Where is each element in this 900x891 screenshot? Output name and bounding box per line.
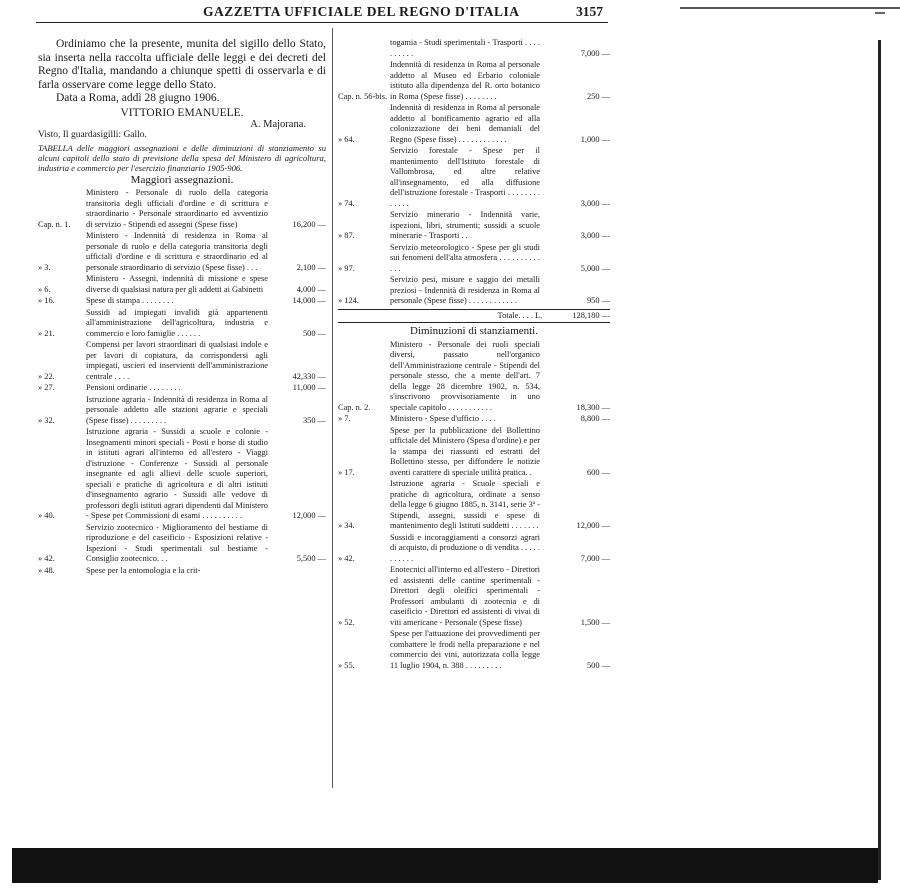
- entry-text: Spese di stampa . . . . . . . .: [86, 296, 174, 306]
- table-title: TABELLA delle maggiori assegnazioni e delle diminuzioni di stanziamento su alcuni capitoli dello stato di previsione della spesa del Ministero di agricoltura, industria e commercio per l'esercizio finanziario 1905-906.: [38, 142, 326, 174]
- entry-text: Ministero - Personale dei ruoli speciali diversi, passato nell'organico dell'Amministrazione centrale - Stipendi del personale stesso, che a mente dell'art. 7 della legge 28 dicembre 1902, n. 534, s'inscrivono provvisoriamente in uno speciale capitolo . . . . . . . . . . .: [390, 339, 540, 412]
- scan-edge-rule: [680, 7, 900, 9]
- total-amount: 128,180 —: [572, 310, 610, 320]
- chapter-number: 64.: [344, 134, 355, 144]
- chapter-label: »: [338, 231, 343, 240]
- chapter-number: 1.: [64, 219, 71, 229]
- entry-amount: 2,100 —: [296, 262, 326, 272]
- table-row: [38, 340, 326, 382]
- right-column: [338, 38, 610, 672]
- chapter-label: »: [38, 296, 43, 306]
- table-row: [338, 243, 610, 275]
- chapter-label: »: [38, 511, 43, 521]
- chapter-label: »: [38, 554, 43, 564]
- entry-amount: 5,000 —: [580, 263, 610, 273]
- entry-text: Compensi per lavori straordinari di qualsiasi indole e per lavori di copiatura, da corrispondersi agli impiegati, uscieri ed inservienti dell'amministrazione centrale . . . .: [86, 340, 268, 381]
- chapter-number: 27.: [44, 383, 55, 393]
- decree-date: Data a Roma, addì 28 giugno 1906.: [56, 92, 220, 104]
- column-divider: [332, 28, 333, 788]
- chapter-label: »: [338, 263, 343, 273]
- table-row: [338, 103, 610, 145]
- chapter-number: 74.: [344, 198, 355, 208]
- entry-amount: 1,000 —: [580, 134, 610, 144]
- entry-text: Servizio pesi, misure e saggio dei metalli preziosi - Indennità di residenza in Roma al personale (Spese fisse) . . . . . . . . . . . .: [390, 275, 540, 305]
- king-signature: VITTORIO EMANUELE.: [120, 106, 244, 119]
- table-row: [38, 188, 326, 230]
- chapter-label: »: [38, 415, 43, 425]
- chapter-number: 42.: [44, 554, 55, 564]
- chapter-number: 42.: [344, 553, 355, 563]
- entry-text: Servizio forestale - Spese per il mantenimento dell'Istituto forestale di Vallombrosa, ed altre relative all'insegnamento, ed alla diffusione dell'istruzione forestale - Trasporti . . . . . . . . . . . . .: [390, 146, 540, 208]
- chapter-number: 2.: [364, 402, 371, 412]
- chapter-label: »: [38, 383, 43, 393]
- chapter-number: 17.: [344, 467, 355, 477]
- chapter-label: »: [38, 262, 43, 272]
- entry-amount: 950 —: [586, 296, 610, 305]
- entry-text: Indennità di residenza in Roma al personale addetto al bonificamento agrario ed alla colonizzazione dei beni demaniali del Regno (Spese fisse) . . . . . . . . . . . .: [390, 103, 540, 144]
- table-row: [338, 565, 610, 628]
- entry-amount: 5,500 —: [296, 554, 326, 564]
- entry-amount: 42,330 —: [292, 371, 326, 381]
- scan-edge-bar: [878, 40, 881, 880]
- chapter-label: »: [338, 521, 343, 530]
- chapter-label: Cap. n.: [38, 219, 62, 229]
- entry-text: Servizio minerario - Indennità varie, ispezioni, libri, strumenti; sussidi a scuole minerarie - Trasporti . .: [390, 210, 540, 240]
- scan-edge-mark: [875, 12, 885, 14]
- entry-amount: 8,800 —: [580, 414, 610, 423]
- entry-text: Ministero - Indennità di residenza in Roma al personale di ruolo e della categoria transitoria degli ufficiali d'ordine e di scrittura e straordinario ed al personale straordinario di servizio (Spese fisse) . . .: [86, 231, 268, 272]
- entry-text: Istruzione agraria - Indennità di residenza in Roma al personale addetto alle stazioni agrarie e speciali (Spese fisse) . . . . . . . . .: [86, 394, 268, 425]
- entry-amount: 250 —: [586, 91, 610, 101]
- entry-amount: 350 —: [302, 415, 326, 425]
- entry-amount: 600 —: [586, 467, 610, 477]
- table-row: [338, 479, 610, 532]
- minister-signature: A. Majorana.: [250, 118, 306, 130]
- table-row: [38, 566, 326, 577]
- entry-text: Ministero - Personale di ruolo della categoria transitoria degli ufficiali d'ordine e di scrittura e straordinario - Personale straordinario ed avventizio di servizio - Stipendi ed assegni (Spese fisse): [86, 188, 268, 229]
- table-row: [338, 340, 610, 414]
- chapter-number: 56-bis.: [364, 91, 388, 101]
- entry-text: Spese per l'attuazione dei provvedimenti per combattere le frodi nella preparazione e nel commercio dei vini, autorizzata colla legge 11 luglio 1904, n. 388 . . . . . . . . .: [390, 629, 540, 670]
- section-heading-maggiori: Maggiori assegnazioni.: [130, 173, 234, 186]
- entry-amount: 7,000 —: [580, 48, 610, 58]
- entry-amount: 12,000 —: [576, 521, 610, 530]
- header-rule: [36, 22, 608, 23]
- entry-text: Servizio zootecnico - Miglioramento del bestiame di riproduzione e del caseificio - Esposizioni relative - Ispezioni - Studi sperimentali sul bestiame - Consiglio zootecnico. . .: [86, 522, 268, 564]
- chapter-label: »: [338, 414, 343, 423]
- entry-text: Spese per la entomologia e la crit-: [86, 565, 201, 575]
- chapter-label: Cap. n.: [338, 402, 362, 412]
- page-header-title: GAZZETTA UFFICIALE DEL REGNO D'ITALIA: [203, 4, 520, 19]
- chapter-number: 52.: [344, 617, 355, 627]
- chapter-number: 32.: [44, 415, 55, 425]
- chapter-label: »: [38, 284, 43, 294]
- chapter-number: 40.: [44, 511, 55, 521]
- entry-amount: 18,300 —: [576, 402, 610, 412]
- table-row: [338, 146, 610, 209]
- table-row: [38, 395, 326, 427]
- page-number: 3157: [576, 4, 603, 19]
- entry-amount: 500 —: [586, 660, 610, 670]
- table-row: [38, 383, 326, 394]
- chapter-label: »: [338, 134, 343, 144]
- left-column: [38, 38, 326, 577]
- entry-amount: 11,000 —: [292, 383, 326, 393]
- chapter-number: 16.: [44, 296, 55, 306]
- chapter-number: 48.: [44, 565, 55, 575]
- entry-text: Istruzione agraria - Sussidi a scuole e colonie - Insegnamenti minori speciali - Posti e borse di studio in istituti agrari all'interno ed all'estero - Viaggi d'istruzione - Conferenze - Sussidi al personale insegnante ed agli allievi delle scuole superiori, speciali e pratiche di agricoltura e di altri istituti d'insegnamento agrario - Sussidi alle vedove di professori degli istituti agrari dipendenti dal Ministero - Spese per Commissioni di esami . . . . . . . . . .: [86, 427, 268, 521]
- entry-text: Ministero - Assegni, indennità di missione e spese diverse di qualsiasi natura per gli addetti ai Gabinetti: [86, 274, 268, 294]
- chapter-number: 55.: [344, 660, 355, 670]
- table-row: [38, 231, 326, 273]
- table-row: [338, 414, 610, 425]
- chapter-label: »: [338, 553, 343, 563]
- table-row: [338, 275, 610, 307]
- table-row: [38, 308, 326, 340]
- entry-amount: 1,500 —: [580, 617, 610, 627]
- entry-text: Spese per la pubblicazione del Bollettino ufficiale del Ministero (Spesa d'ordine) e per la stampa dei riassunti ed estratti del Bollettino stesso, per diffondere le notizie aventi carattere di speciale utilità pratica. .: [390, 425, 540, 477]
- chapter-number: 7.: [344, 414, 351, 423]
- entry-text: togamia - Studi sperimentali - Trasporti . . . . . . . . . .: [390, 38, 540, 58]
- entry-amount: 16,200 —: [292, 219, 326, 229]
- entry-amount: 7,000 —: [580, 553, 610, 563]
- chapter-label: »: [338, 198, 343, 208]
- chapter-number: 6.: [44, 284, 51, 294]
- entry-text: Servizio meteorologico - Spese per gli studi sui fenomeni dell'alta atmosfera . . . . . . . . . . . . .: [390, 242, 540, 273]
- entry-amount: 14,000 —: [292, 296, 326, 306]
- section-heading-diminuzioni: Diminuzioni di stanziamenti.: [409, 325, 538, 337]
- decree-paragraph: Ordiniamo che la presente, munita del sigillo dello Stato, sia inserta nella raccolta ufficiale delle leggi e dei decreti del Regno d'Italia, mandando a chiunque spetti di osservarla e di farla osservare come legge dello Stato.: [38, 38, 326, 91]
- total-label: Totale. . . . L.: [497, 310, 543, 320]
- entry-text: Pensioni ordinarie . . . . . . . .: [86, 383, 181, 393]
- chapter-number: 34.: [344, 521, 355, 530]
- chapter-label: »: [338, 617, 343, 627]
- chapter-label: Cap. n.: [338, 91, 362, 101]
- entry-text: Sussidi ad impiegati invalidi già appartenenti all'amministrazione dell'agricoltura, industria e commercio e loro famiglie . . . . . .: [86, 307, 268, 338]
- chapter-number: 21.: [44, 328, 55, 338]
- entry-text: Ministero - Spese d'ufficio . . . .: [390, 414, 496, 423]
- table-row: [338, 533, 610, 565]
- visto-line: Visto, Il guardasigilli: Gallo.: [38, 130, 147, 140]
- entry-text: Sussidi e incoraggiamenti a consorzi agrari di acquisto, di produzione o di vendita . . . . . . . . . . .: [390, 532, 540, 563]
- table-row: [38, 296, 326, 307]
- scan-bottom-bar: [12, 848, 878, 883]
- chapter-number: 22.: [44, 371, 55, 381]
- chapter-label: »: [338, 296, 343, 305]
- table-row: [338, 629, 610, 671]
- chapter-number: 87.: [344, 231, 355, 240]
- table-row: [38, 523, 326, 565]
- entry-amount: 12,000 —: [292, 511, 326, 521]
- table-row: [338, 60, 610, 102]
- chapter-label: »: [338, 660, 343, 670]
- chapter-label: »: [38, 328, 43, 338]
- table-row: [38, 274, 326, 295]
- chapter-label: »: [38, 371, 43, 381]
- chapter-number: 124.: [344, 296, 359, 305]
- entry-amount: 3,000 —: [580, 231, 610, 240]
- table-row-continuation: [338, 38, 610, 59]
- entry-amount: 4,000 —: [296, 284, 326, 294]
- table-row: [38, 427, 326, 522]
- table-row: [338, 426, 610, 479]
- table-row: [338, 210, 610, 242]
- entry-amount: 500 —: [302, 328, 326, 338]
- chapter-number: 97.: [344, 263, 355, 273]
- entry-text: Enotecnici all'interno ed all'estero - Direttori ed assistenti delle cantine sperimentali - Direttori degli oleifici sperimentali - Professori ambulanti di zootecnia e di caseificio - Direttori ed assistenti di vivai di viti americane - Personale (Spese fisse): [390, 565, 540, 627]
- total-row: [338, 309, 610, 324]
- maggiori-entries: [38, 188, 326, 576]
- entry-text: Istruzione agraria - Scuole speciali e pratiche di agricoltura, ordinate a senso della legge 6 giugno 1885, n. 3141, serie 3ª - Stipendi, assegni, sussidi e spese di mantenimento degli Istituti suddetti . . . . . . .: [390, 479, 540, 530]
- chapter-label: »: [38, 565, 43, 575]
- entry-amount: 3,000 —: [580, 198, 610, 208]
- chapter-number: 3.: [44, 262, 51, 272]
- chapter-label: »: [338, 467, 343, 477]
- entry-text: Indennità di residenza in Roma al personale addetto al Museo ed Erbario coloniale istituto alla dipendenza del R. orto botanico in Roma (Spese fisse) . . . . . . . .: [390, 60, 540, 101]
